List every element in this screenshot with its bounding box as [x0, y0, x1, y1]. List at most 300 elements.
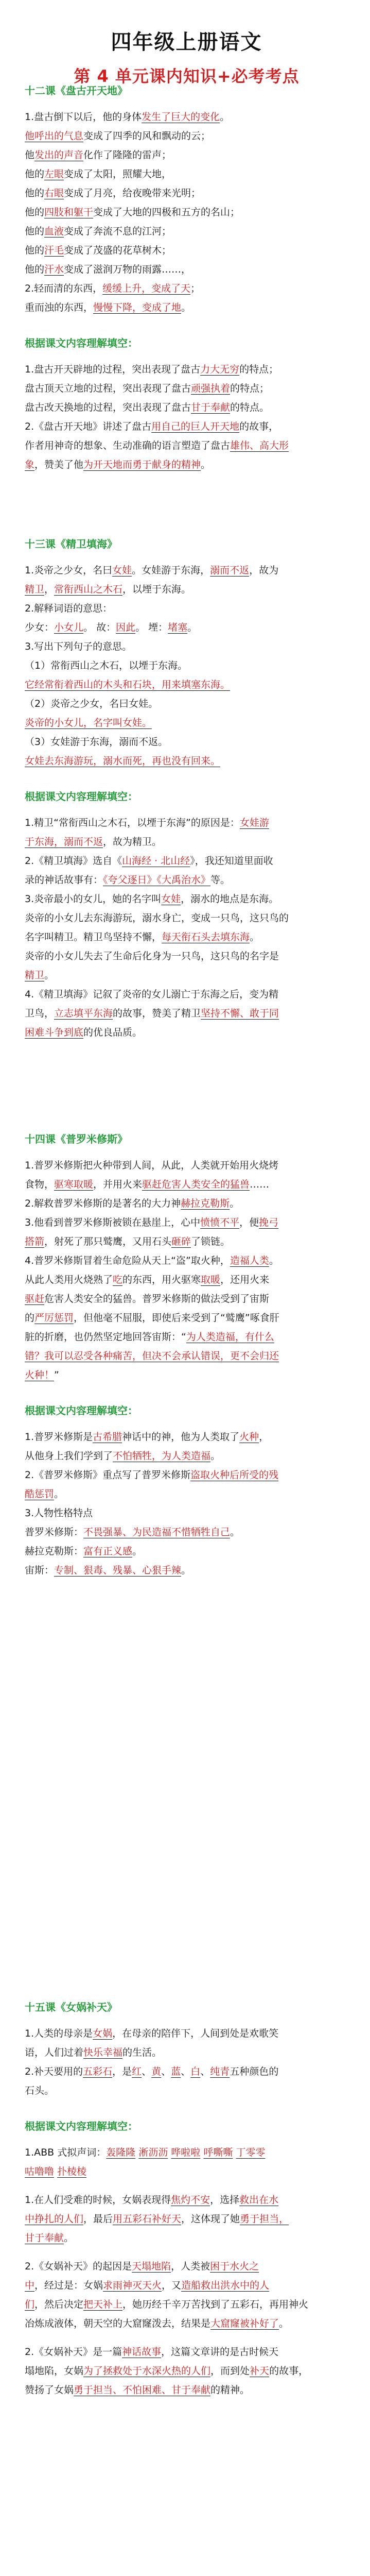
text-run: 。 [132, 1546, 143, 1557]
text-run: ，在母亲的陪伴下，人间到处是欢歌笑 [112, 2028, 279, 2039]
text-line [25, 2257, 348, 2276]
text-run: （2）炎帝之少女，名曰女娃。 [25, 698, 158, 709]
text-line [25, 1328, 348, 1347]
highlighted-answer: 挽弓 [259, 1217, 279, 1228]
text-line [25, 2362, 348, 2381]
text-run: 2.《精卫填海》选自《 [25, 855, 122, 867]
highlighted-answer: 精卫 [25, 970, 45, 981]
text-line [25, 360, 348, 379]
text-run: ，然后决定 [34, 2299, 84, 2310]
page-title: 四年级上册语文 [111, 30, 262, 54]
text-run: 宙斯： [25, 1565, 55, 1576]
text-run: 等。 [210, 874, 231, 886]
text-line [25, 2043, 348, 2062]
text-run: ，便 [239, 1217, 259, 1228]
text-line [25, 928, 348, 947]
text-run: 1.精卫“常衔西山之木石，以堙于东海”的原因是： [25, 817, 240, 828]
text-line [25, 417, 348, 436]
highlighted-answer: 顽强执着 [191, 383, 231, 394]
text-line [25, 2295, 348, 2314]
text-run: 、 [142, 2066, 152, 2077]
text-run: 的优良品质。 [83, 1027, 143, 1038]
text-line [25, 2081, 348, 2100]
highlighted-answer: 力大无穷 [200, 364, 240, 375]
text-run: 语，人们过着 [25, 2047, 84, 2058]
text-run: 2.《盘古开天地》讲述了盘古 [25, 421, 152, 432]
text-run: 、 [161, 2066, 171, 2077]
text-line [25, 2162, 348, 2181]
text-run: 。 [279, 2318, 289, 2329]
text-run: ，射死了那只鹫鹰，又用石头 [44, 1236, 172, 1247]
highlighted-answer: 轰隆隆 [106, 2147, 136, 2158]
text-line [25, 146, 348, 165]
highlighted-answer: 盗取火种后所受的残 [190, 1469, 279, 1481]
text-run: 2.轻而清的东西， [25, 283, 103, 294]
text-line [25, 222, 348, 241]
highlighted-answer: 慢慢下降，变成了地 [93, 302, 182, 313]
text-line [25, 1309, 348, 1328]
highlighted-answer: 丁零零 [236, 2147, 266, 2158]
lesson-items [25, 2024, 348, 2100]
text-run: 1.盘古开天辟地的过程，突出表现了盘古 [25, 364, 201, 375]
highlighted-answer: 驱赶 [25, 1293, 45, 1304]
highlighted-answer: 酷惩罚 [25, 1488, 55, 1500]
text-line [25, 436, 348, 455]
text-line [25, 833, 348, 852]
highlighted-answer: 驱赶危害人类安全的猛兽 [142, 1179, 250, 1190]
practice-items [25, 1428, 348, 1580]
text-run: 塌地陷，女娲 [25, 2365, 84, 2377]
text-run: 2.解救普罗米修斯的是著名的大力神 [25, 1198, 181, 1209]
text-run: 神话中的神，他为人类取了 [122, 1431, 240, 1443]
text-run: 。 [44, 970, 55, 981]
text-line [25, 656, 348, 675]
text-run: 石头。 [25, 2085, 55, 2096]
text-line [25, 1428, 348, 1447]
highlighted-answer: 们 [25, 2299, 35, 2310]
lesson-heading: 十四课《普罗米修斯》 [25, 1133, 128, 1145]
highlighted-answer: 天塌地陷 [132, 2261, 171, 2272]
highlighted-answer: 不怕牺牲，为人类造福 [113, 1450, 211, 1462]
highlighted-answer: 淅沥沥 [138, 2147, 168, 2158]
text-line [25, 2248, 348, 2257]
text-run: 的故事， [269, 2365, 309, 2377]
highlighted-answer: 用五彩石补好天 [113, 2213, 182, 2225]
text-run: 了锁链。 [191, 1236, 231, 1247]
highlighted-answer: 女娃 [112, 565, 132, 576]
text-line [25, 1347, 348, 1366]
text-run: ， [44, 584, 55, 595]
text-line [25, 1213, 348, 1232]
text-line [25, 203, 348, 222]
lesson-14 [25, 1131, 348, 1580]
highlighted-answer: 勇于担当、不怕困难、甘于奉献 [74, 2384, 211, 2396]
text-run: 危害人类安全的猛兽。普罗米修斯的做法受到了宙斯 [44, 1293, 270, 1304]
practice-items [25, 360, 348, 474]
text-run: 1.在人们受难的时候，女娲表现得 [25, 2194, 171, 2206]
text-run: 。 [269, 1255, 279, 1266]
highlighted-answer: 赫拉克勒斯 [181, 1198, 230, 1209]
text-run: 。 [181, 302, 191, 313]
highlighted-answer: 砸碎 [171, 1236, 191, 1247]
text-run: 的精神。 [210, 2384, 250, 2396]
lesson-items [25, 561, 348, 771]
highlighted-answer: 用自己的巨人开天地 [151, 421, 240, 432]
text-line [25, 298, 348, 317]
text-line [25, 1251, 348, 1270]
text-line [25, 985, 348, 1004]
text-run: ” [54, 1369, 59, 1381]
text-line [25, 1232, 348, 1251]
text-run: 从他身上我们学到了 [25, 1450, 113, 1462]
text-run: ，又 [162, 2280, 182, 2291]
text-run: 炎帝的小女儿去东海游玩，溺水身亡，变成一只鸟，这只鸟的 [25, 912, 289, 924]
lesson-heading: 十三课《精卫填海》 [25, 538, 117, 550]
text-line [25, 599, 348, 618]
text-run: 变成了月亮，给夜晚带来光明； [64, 188, 201, 199]
text-run: 他的 [25, 245, 45, 256]
text-run: 。 故： [83, 622, 116, 633]
highlighted-answer: 右眼 [44, 188, 64, 199]
text-run: ，溺水的地点是东海。 [181, 893, 279, 905]
text-run: 变成了大地的四极和五方的名山； [93, 207, 240, 218]
text-run: ，故为精卫。 [103, 836, 162, 848]
text-run: ，并用火来 [93, 1179, 143, 1190]
text-run: ，但他毫不屈服，即使后来受到了“鹫鹰”啄食肝 [74, 1312, 279, 1324]
highlighted-answer: 中 [25, 2280, 35, 2291]
text-run: 变成了滋润万物的雨露……， [64, 264, 191, 275]
text-run: 的特点； [239, 364, 279, 375]
text-run: 。女娃游于东海， [132, 565, 210, 576]
text-run: 1.ABB 式拟声词： [25, 2147, 107, 2158]
text-run: 的东西，用火驱寒 [122, 1274, 201, 1285]
highlighted-answer: 专制、狠毒、残暴、心狠手辣 [54, 1565, 182, 1576]
text-run: 4.《精卫填海》记叙了炎帝的女儿溺亡于东海之后，变为精 [25, 989, 279, 1000]
highlighted-answer: 于东海，溺而不返 [25, 836, 103, 848]
text-run: 的 [25, 1312, 35, 1324]
highlighted-answer: 古希腊 [93, 1431, 122, 1443]
text-run: 。 [220, 111, 230, 123]
highlighted-answer: 快乐幸福 [83, 2047, 123, 2058]
text-line [25, 260, 348, 279]
highlighted-answer: 吃 [113, 1274, 123, 1285]
text-run: 赞扬了女娲 [25, 2384, 74, 2396]
highlighted-answer: 女娲 [93, 2028, 113, 2039]
text-run: 2.《女娲补天》是一篇 [25, 2346, 122, 2358]
practice-heading: 根据课文内容理解填空： [25, 2120, 138, 2132]
text-run: 他的 [25, 188, 45, 199]
highlighted-answer: 中挣扎的人们 [25, 2213, 84, 2225]
text-line [25, 1485, 348, 1504]
text-run: 。 [210, 1450, 221, 1462]
text-run: ，这篇文章讲的是古时候天 [161, 2346, 279, 2358]
text-run: ，而到处 [210, 2365, 250, 2377]
lesson-heading: 十五课《女娲补天》 [25, 2001, 117, 2013]
text-run: …… [250, 1179, 270, 1190]
text-run: 录的神话故事有： [25, 874, 103, 886]
text-run: 他的 [25, 226, 45, 237]
text-line [25, 2191, 348, 2210]
text-run: 他的 [25, 168, 45, 180]
highlighted-answer: 造船救出洪水中的人 [181, 2280, 270, 2291]
text-run: ，人类被 [171, 2261, 210, 2272]
text-line [25, 1523, 348, 1542]
highlighted-answer: 求雨神灭天火 [103, 2280, 162, 2291]
text-line [25, 561, 348, 580]
text-line [25, 871, 348, 890]
text-line [25, 733, 348, 752]
highlighted-answer: 缓缓上升，变成了天 [102, 283, 191, 294]
text-run: 赫拉克勒斯： [25, 1546, 84, 1557]
text-line [25, 1542, 348, 1561]
highlighted-answer: 大窟窿被补好了 [210, 2318, 279, 2329]
text-run: 卫鸟， [25, 1008, 55, 1019]
lesson-15 [25, 1999, 348, 2400]
text-run: 的特点。 [230, 402, 270, 413]
highlighted-answer: 雄伟、高大形 [230, 440, 289, 451]
text-run: 。 [250, 931, 260, 943]
text-run: ，是 [112, 2066, 132, 2077]
text-line [25, 398, 348, 417]
practice-heading: 根据课文内容理解填空： [25, 1404, 138, 1417]
highlighted-answer: 把天补上 [83, 2299, 123, 2310]
text-run: 他的 [25, 264, 45, 275]
text-run: ， [259, 1431, 269, 1443]
text-line [25, 2062, 348, 2081]
highlighted-answer: 象 [25, 459, 35, 470]
text-line [25, 1270, 348, 1290]
highlighted-answer: 白 [190, 2066, 201, 2077]
highlighted-answer: 救出在水 [239, 2194, 279, 2206]
text-line [25, 1194, 348, 1213]
highlighted-answer: 神话故事 [122, 2346, 162, 2358]
text-line [25, 1290, 348, 1309]
text-line [25, 2343, 348, 2362]
highlighted-answer: 立志填平东海 [54, 1008, 113, 1019]
highlighted-answer: 驱寒取暖 [54, 1179, 94, 1190]
text-run: 1.盘古倒下以后，他的身体 [25, 111, 142, 123]
text-line [25, 637, 348, 656]
text-run: 炎帝的小女儿失去了生命后化身为一只鸟，这只鸟的名字是 [25, 951, 279, 962]
text-line [25, 379, 348, 398]
text-run: 。 [187, 622, 198, 633]
highlighted-answer: 坚持不懈、敢于同 [201, 1008, 279, 1019]
text-run: 4.普罗米修斯冒着生命危险从天上“盗”取火种， [25, 1255, 230, 1266]
highlighted-answer: 愤愤不平 [200, 1217, 240, 1228]
text-run: 1.普罗米修斯把火种带到人间，从此，人类就开始用火烧烤 [25, 1160, 279, 1171]
text-run: 五种颜色的 [230, 2066, 279, 2077]
highlighted-answer: 补天 [250, 2365, 270, 2377]
highlighted-answer: 红 [132, 2066, 142, 2077]
highlighted-answer: 它经常衔着西山的木头和石块，用来填塞东海。 [25, 679, 231, 690]
highlighted-answer: 搭箭 [25, 1236, 45, 1247]
text-run: （1）常衔西山之木石，以堙于东海。 [25, 660, 188, 671]
text-run: 。 [230, 1527, 240, 1538]
text-run: ，最后 [83, 2213, 113, 2225]
text-line [25, 714, 348, 733]
highlighted-answer: 焦灼不安 [171, 2194, 210, 2206]
highlighted-answer: 为了拯救处于水深火热的人们 [83, 2365, 211, 2377]
text-run: 变成了茂盛的花草树木； [64, 245, 172, 256]
text-run: 的生活。 [122, 2047, 162, 2058]
text-line [25, 241, 348, 260]
text-run: 、 [181, 2066, 191, 2077]
highlighted-answer: 错？我可以忍受各种痛苦，但决不会承认错误，更不会归还 [25, 1350, 279, 1362]
text-run: 化作了隆隆的雷声； [83, 149, 172, 161]
text-line [25, 1466, 348, 1485]
text-run: 少女： [25, 622, 55, 633]
text-run: 食物， [25, 1179, 55, 1190]
text-run: 变成了奔流不息的江河； [64, 226, 172, 237]
text-run: 2.解释词语的意思： [25, 603, 113, 614]
lesson-13 [25, 536, 348, 1042]
highlighted-answer: 勇于担当， [240, 2213, 289, 2225]
highlighted-answer: 黄 [151, 2066, 162, 2077]
text-run: 2.补天要用的 [25, 2066, 83, 2077]
highlighted-answer: 每天衔石头去填东海 [162, 931, 250, 943]
practice-items [25, 2143, 348, 2400]
highlighted-answer: 甘于奉献 [25, 2232, 64, 2244]
text-line [25, 1447, 348, 1466]
text-run: 的故事，赞美了精卫 [113, 1008, 201, 1019]
text-run: 。 [54, 1488, 64, 1500]
text-line [25, 279, 348, 298]
text-line [25, 108, 348, 127]
highlighted-answer: 发生了巨大的变化 [142, 111, 220, 123]
text-run: 》，我还知道里面收 [190, 855, 273, 867]
text-line [25, 909, 348, 928]
highlighted-answer: 蓝 [171, 2066, 181, 2077]
text-run: 3.他看到普罗米修斯被锁在悬崖上，心中 [25, 1217, 201, 1228]
text-line [25, 1561, 348, 1580]
text-run: 从此人类用火烧熟了 [25, 1274, 113, 1285]
highlighted-answer: 溺而不返 [210, 565, 250, 576]
highlighted-answer: 五彩石 [83, 2066, 113, 2077]
text-run: ，这体现了她 [181, 2213, 240, 2225]
highlighted-answer: 不畏强暴、为民造福不惜牺牲自己 [83, 1527, 231, 1538]
text-line [25, 1175, 348, 1194]
practice-heading: 根据课文内容理解填空： [25, 790, 138, 803]
highlighted-answer: 纯青 [210, 2066, 230, 2077]
text-line [25, 966, 348, 985]
text-run: 盘古顶天立地的过程，突出表现了盘古 [25, 383, 191, 394]
text-line [25, 814, 348, 833]
text-run: 1.人类的母亲是 [25, 2028, 93, 2039]
highlighted-answer: 他呼出的气息 [25, 130, 84, 142]
text-line [25, 2024, 348, 2043]
text-run: ，赞美了他 [34, 459, 84, 470]
text-line [25, 890, 348, 909]
text-run: 1.普罗米修斯是 [25, 1431, 93, 1443]
lesson-heading: 十二课《盘古开天地》 [25, 84, 128, 97]
text-run: 的特点； [230, 383, 270, 394]
highlighted-answer: 炎帝的小女儿，名字叫女娃。 [25, 717, 152, 728]
text-line [25, 127, 348, 146]
highlighted-answer: 堵塞 [168, 622, 188, 633]
text-run: 脏的折磨，也仍然坚定地回答宙斯：“ [25, 1331, 186, 1343]
highlighted-answer: 汗水 [44, 264, 64, 275]
lesson-items [25, 108, 348, 317]
text-line [25, 694, 348, 714]
highlighted-answer: 女娃游 [239, 817, 269, 828]
text-run: （3）女娃游于东海，溺而不返。 [25, 736, 168, 748]
text-run: ，还用火来 [220, 1274, 270, 1285]
highlighted-answer: 女娃 [161, 893, 181, 905]
text-line [25, 1004, 348, 1023]
text-run: 3.人物性格特点 [25, 1507, 93, 1519]
text-run: 3.炎帝最小的女儿，她的名字叫 [25, 893, 162, 905]
highlighted-answer: 为人类造福，有什么 [186, 1331, 274, 1343]
text-run: ，以堙于东海。 [122, 584, 191, 595]
highlighted-answer: 小女儿 [54, 622, 84, 633]
text-line [25, 2229, 348, 2248]
highlighted-answer: 困难斗争到底 [25, 1027, 84, 1038]
text-run: ，选择 [210, 2194, 240, 2206]
highlighted-answer: 女娃去东海游玩，溺水而死，再也没有回来。 [25, 755, 221, 767]
highlighted-answer: 因此 [116, 622, 136, 633]
highlighted-answer: 呼嘶嘶 [203, 2147, 233, 2158]
text-run: ，她历经千辛万苦找到了五彩石，再用神火 [122, 2299, 309, 2310]
lesson-12 [25, 82, 348, 474]
page-subtitle: 第 4 单元课内知识+必考考点 [74, 66, 299, 86]
highlighted-answer: 富有正义感 [83, 1546, 133, 1557]
text-line [25, 852, 348, 871]
highlighted-answer: 哗啦啦 [171, 2147, 201, 2158]
highlighted-answer: 扑棱棱 [57, 2166, 87, 2177]
highlighted-answer: 血液 [44, 226, 64, 237]
text-run: 。 [181, 1565, 191, 1576]
text-run: 名字叫精卫。精卫鸟坚持不懈， [25, 931, 162, 943]
text-run: 。 [201, 459, 211, 470]
highlighted-answer: 取暖 [201, 1274, 221, 1285]
text-line [25, 580, 348, 599]
text-line [25, 2181, 348, 2191]
text-line [25, 1023, 348, 1042]
text-run: 他的 [25, 207, 45, 218]
highlighted-answer: 左眼 [44, 168, 64, 180]
highlighted-answer: 山海经 · 北山经 [122, 855, 190, 867]
text-run: 的故事， [239, 421, 279, 432]
text-line [25, 752, 348, 771]
text-run: 他 [25, 149, 35, 161]
highlighted-answer: 咕噜噜 [25, 2166, 55, 2177]
text-run: 、 [200, 2066, 210, 2077]
highlighted-answer: 常衔西山之木石 [54, 584, 123, 595]
text-line [25, 2381, 348, 2400]
text-line [25, 1366, 348, 1385]
text-line [25, 675, 348, 694]
highlighted-answer: 火种！ [25, 1369, 55, 1381]
text-run: 冶炼成液体，朝天空的大窟窿泼去，结果是 [25, 2318, 211, 2329]
highlighted-answer: 造福人类 [230, 1255, 269, 1266]
text-line [25, 618, 348, 637]
text-line [25, 2210, 348, 2229]
text-run: ，故为 [249, 565, 279, 576]
highlighted-answer: 为开天地而勇于献身的精神 [83, 459, 201, 470]
text-run: 2.《女娲补天》的起因是 [25, 2261, 132, 2272]
text-line [25, 184, 348, 203]
highlighted-answer: 《夸父逐日》《大禹治水》 [103, 874, 211, 886]
text-run: 3.写出下列句子的意思。 [25, 641, 132, 652]
text-line [25, 2333, 348, 2343]
highlighted-answer: 火种 [239, 1431, 259, 1443]
text-run: 普罗米修斯： [25, 1527, 84, 1538]
text-line [25, 1504, 348, 1523]
text-run: 。 [230, 1198, 240, 1209]
text-run: 作者用神奇的想象、生动准确的语言塑造了盘古 [25, 440, 231, 451]
text-line [25, 2314, 348, 2333]
text-line [25, 455, 348, 474]
